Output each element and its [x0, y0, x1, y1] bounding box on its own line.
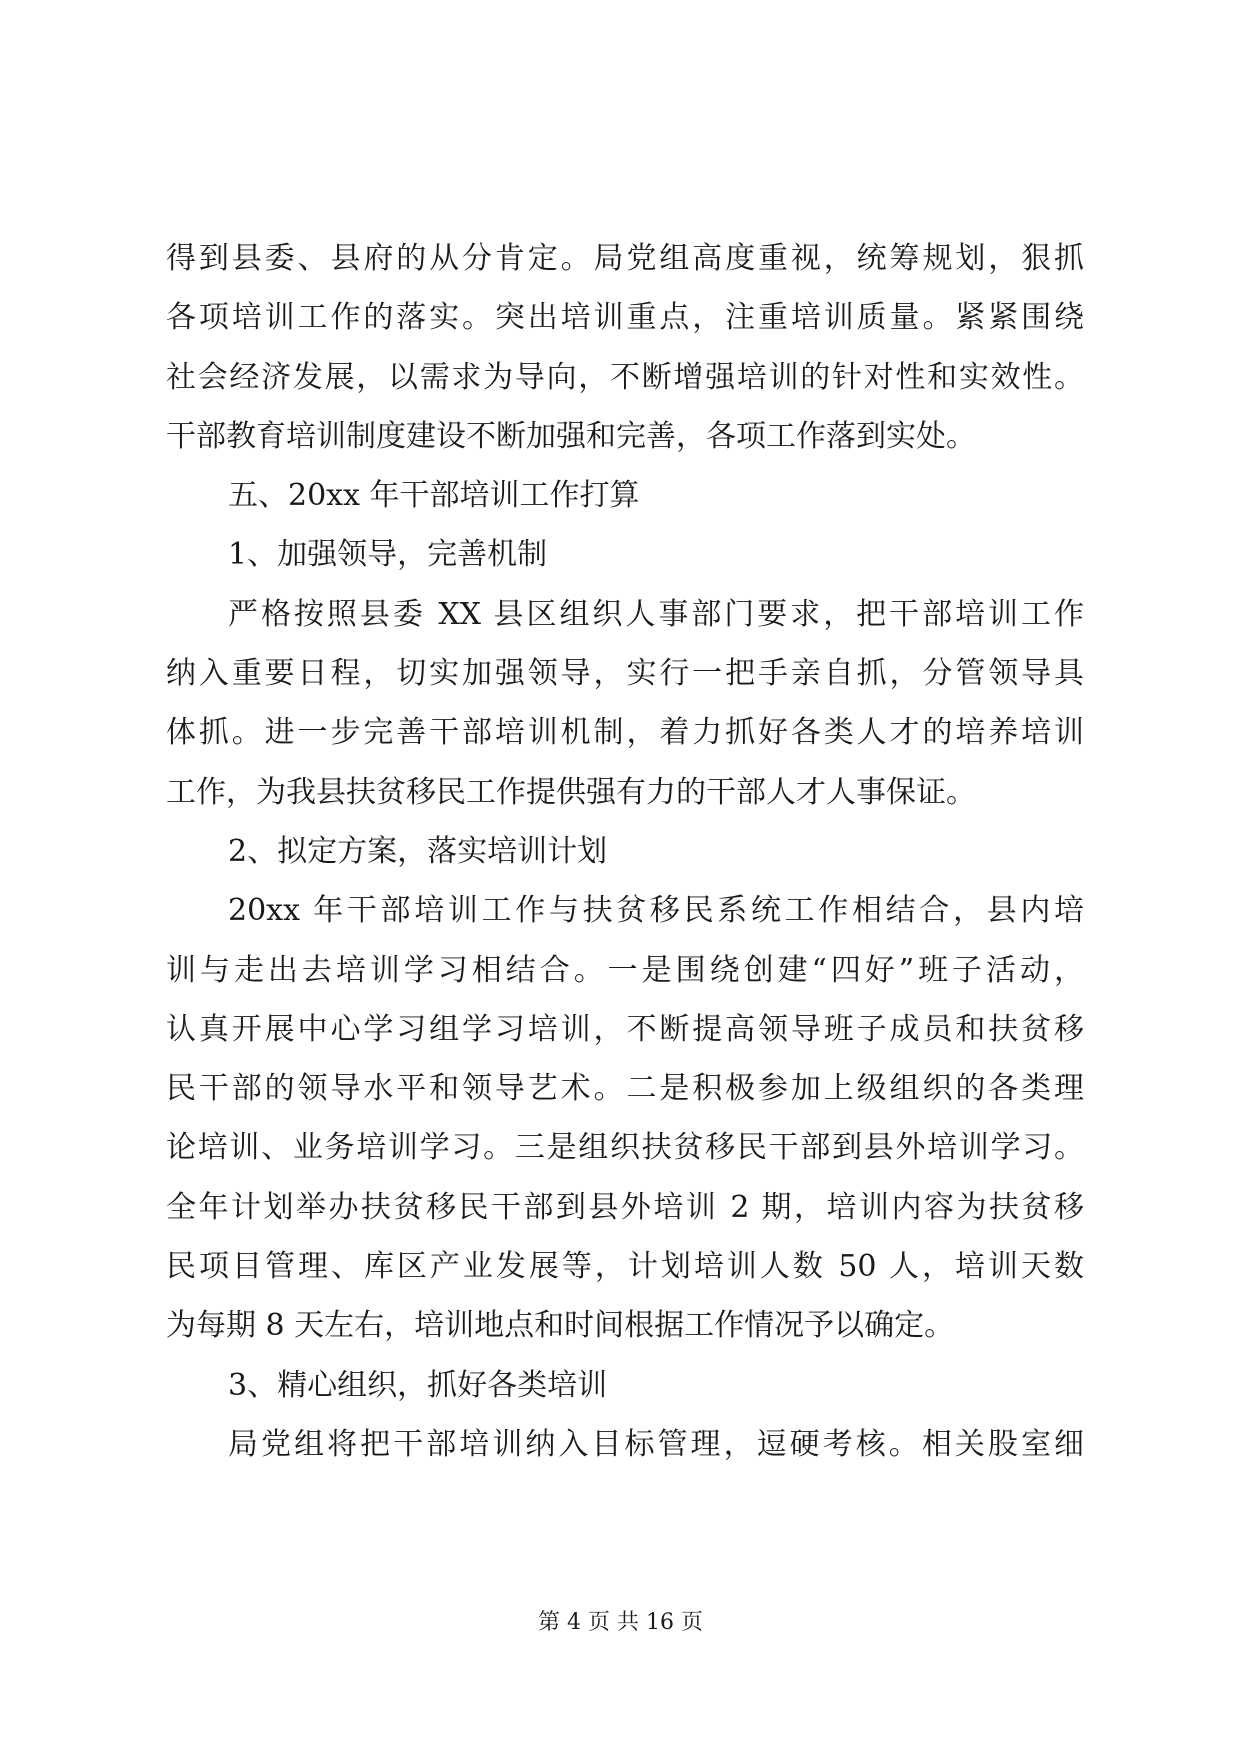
text-line: 民干部的领导水平和领导艺术。二是积极参加上级组织的各类理: [166, 1071, 1084, 1107]
page-footer: [0, 1608, 1241, 1638]
text-line: 局党组将把干部培训纳入目标管理，逗硬考核。相关股室细: [228, 1426, 1084, 1462]
text-line: 认真开展中心学习组学习培训，不断提高领导班子成员和扶贫移: [166, 1011, 1084, 1047]
text-line: 全年计划举办扶贫移民干部到县外培训 2 期，培训内容为扶贫移: [166, 1189, 1084, 1225]
text-line: 严格按照县委 XX 县区组织人事部门要求，把干部培训工作: [228, 596, 1084, 632]
text-line: 得到县委、县府的从分肯定。局党组高度重视，统筹规划，狠抓: [166, 241, 1084, 276]
text-line: 社会经济发展，以需求为导向，不断增强培训的针对性和实效性。: [166, 359, 1084, 395]
subsection-heading: 2、拟定方案，落实培训计划: [228, 833, 608, 869]
text-line: 论培训、业务培训学习。三是组织扶贫移民干部到县外培训学习。: [166, 1130, 1084, 1166]
subsection-heading: 1、加强领导，完善机制: [228, 537, 548, 573]
section-heading: 五、20xx 年干部培训工作打算: [228, 478, 640, 514]
text-line: 干部教育培训制度建设不断加强和完善，各项工作落到实处。: [166, 418, 976, 454]
body-text: [166, 229, 1084, 1474]
text-line: 20xx 年干部培训工作与扶贫移民系统工作相结合，县内培: [228, 893, 1084, 929]
subsection-heading: 3、精心组织，抓好各类培训: [228, 1367, 608, 1403]
text-line: 训与走出去培训学习相结合。一是围绕创建“四好”班子活动，: [166, 952, 1084, 988]
page-number-label: 第 4 页 共 16 页: [538, 1610, 703, 1635]
text-line: 为每期 8 天左右，培训地点和时间根据工作情况予以确定。: [166, 1308, 955, 1344]
text-line: 各项培训工作的落实。突出培训重点，注重培训质量。紧紧围绕: [166, 300, 1084, 336]
text-line: 纳入重要日程，切实加强领导，实行一把手亲自抓，分管领导具: [166, 656, 1084, 692]
text-line: 体抓。进一步完善干部培训机制，着力抓好各类人才的培养培训: [166, 715, 1084, 751]
text-line: 民项目管理、库区产业发展等，计划培训人数 50 人，培训天数: [166, 1249, 1084, 1285]
text-line: 工作，为我县扶贫移民工作提供强有力的干部人才人事保证。: [166, 774, 976, 810]
